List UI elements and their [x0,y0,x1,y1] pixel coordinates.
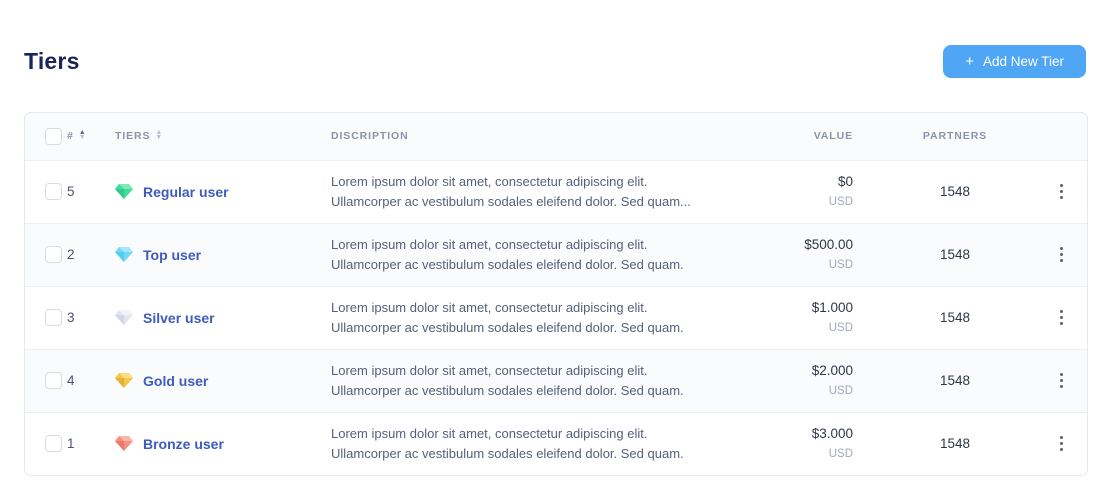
select-all-header [25,113,67,160]
page-header [24,40,1086,82]
sort-icon-tiers[interactable]: ▲ ▼ [155,129,164,142]
row-tier-cell [115,412,295,475]
row-value: $500.00 [804,236,853,252]
select-all-checkbox[interactable] [45,128,62,145]
row-actions-cell [1035,286,1087,349]
tier-name[interactable]: Bronze user [143,435,224,452]
column-label-tiers: TIERS [115,130,151,143]
row-value-cell [725,349,875,412]
row-description [295,223,725,286]
row-partners: 1548 [875,160,1035,223]
row-checkbox[interactable] [45,372,62,389]
table-row[interactable] [25,349,1087,412]
row-menu-icon[interactable] [1035,373,1087,388]
row-currency: USD [828,321,853,334]
description-line-2: Ullamcorper ac vestibulum sodales eleifend dolor. Sed quam... [331,193,691,209]
row-description [295,412,725,475]
row-value-cell [725,223,875,286]
bronze-gem-icon [115,436,133,451]
row-number: 2 [67,223,115,286]
row-tier-cell [115,349,295,412]
description-line-2: Ullamcorper ac vestibulum sodales eleifend dolor. Sed quam. [331,256,684,272]
row-number: 3 [67,286,115,349]
row-select-cell [25,412,67,475]
description-line-2: Ullamcorper ac vestibulum sodales eleifend dolor. Sed quam. [331,382,684,398]
row-tier-cell [115,223,295,286]
row-value: $2.000 [811,362,853,378]
table-row[interactable] [25,412,1087,475]
row-value-cell [725,286,875,349]
aqua-gem-icon [115,247,133,262]
row-tier-cell [115,286,295,349]
row-checkbox[interactable] [45,246,62,263]
row-value: $0 [837,173,853,189]
row-select-cell [25,286,67,349]
row-actions-cell [1035,160,1087,223]
row-currency: USD [828,195,853,208]
sort-ascending-icon[interactable]: ▲ ▼ [78,129,87,142]
row-currency: USD [828,258,853,271]
column-header-value: VALUE [725,113,875,160]
add-new-tier-button[interactable] [943,45,1086,78]
gold-gem-icon [115,373,133,388]
row-menu-icon[interactable] [1035,184,1087,199]
row-partners: 1548 [875,286,1035,349]
row-menu-icon[interactable] [1035,247,1087,262]
description-line-1: Lorem ipsum dolor sit amet, consectetur adipiscing elit. [331,362,648,378]
column-header-partners: PARTNERS [875,113,1035,160]
table-row[interactable] [25,286,1087,349]
row-select-cell [25,223,67,286]
row-currency: USD [828,384,853,397]
row-actions-cell [1035,412,1087,475]
row-select-cell [25,160,67,223]
row-number: 1 [67,436,75,452]
tier-name[interactable]: Silver user [143,309,215,326]
row-currency: USD [828,447,853,460]
description-line-1: Lorem ipsum dolor sit amet, consectetur adipiscing elit. [331,236,648,252]
row-checkbox[interactable] [45,183,62,200]
row-actions-cell [1035,223,1087,286]
silver-gem-icon [115,310,133,325]
description-line-2: Ullamcorper ac vestibulum sodales eleifend dolor. Sed quam. [331,445,684,461]
column-header-actions [1035,113,1087,160]
table-row[interactable] [25,160,1087,223]
tier-name[interactable]: Top user [143,246,202,263]
emerald-gem-icon [115,184,133,199]
column-header-tiers[interactable] [115,113,295,160]
row-checkbox[interactable] [45,309,62,326]
row-description [295,160,725,223]
row-partners: 1548 [875,349,1035,412]
row-description [295,349,725,412]
row-checkbox[interactable] [45,435,62,452]
page-title: Tiers [24,47,80,74]
plus-icon: + [965,52,974,70]
row-menu-icon[interactable] [1035,436,1087,451]
description-line-1: Lorem ipsum dolor sit amet, consectetur adipiscing elit. [331,425,648,441]
tiers-table [25,113,1087,475]
row-value-cell [725,160,875,223]
row-partners: 1548 [875,223,1035,286]
table-body [25,160,1087,475]
row-value-cell [725,412,875,475]
row-actions-cell [1035,349,1087,412]
column-label-number: # [67,130,74,143]
row-value: $3.000 [811,425,853,441]
description-line-1: Lorem ipsum dolor sit amet, consectetur adipiscing elit. [331,299,648,315]
row-select-cell [25,349,67,412]
row-partners: 1548 [939,436,971,452]
table-row[interactable] [25,223,1087,286]
description-line-1: Lorem ipsum dolor sit amet, consectetur adipiscing elit. [331,173,648,189]
column-header-number[interactable] [67,113,115,160]
row-number: 4 [67,349,115,412]
row-menu-icon[interactable] [1035,310,1087,325]
row-description [295,286,725,349]
row-tier-cell [115,160,295,223]
tiers-table-card [24,112,1088,476]
add-new-tier-label: Add New Tier [982,53,1064,69]
row-value: $1.000 [811,299,853,315]
tier-name[interactable]: Gold user [143,372,209,389]
description-line-2: Ullamcorper ac vestibulum sodales eleifend dolor. Sed quam. [331,319,684,335]
row-number: 5 [67,160,115,223]
column-header-description: DISCRIPTION [295,113,725,160]
tier-name[interactable]: Regular user [143,183,229,200]
table-header [25,113,1087,160]
